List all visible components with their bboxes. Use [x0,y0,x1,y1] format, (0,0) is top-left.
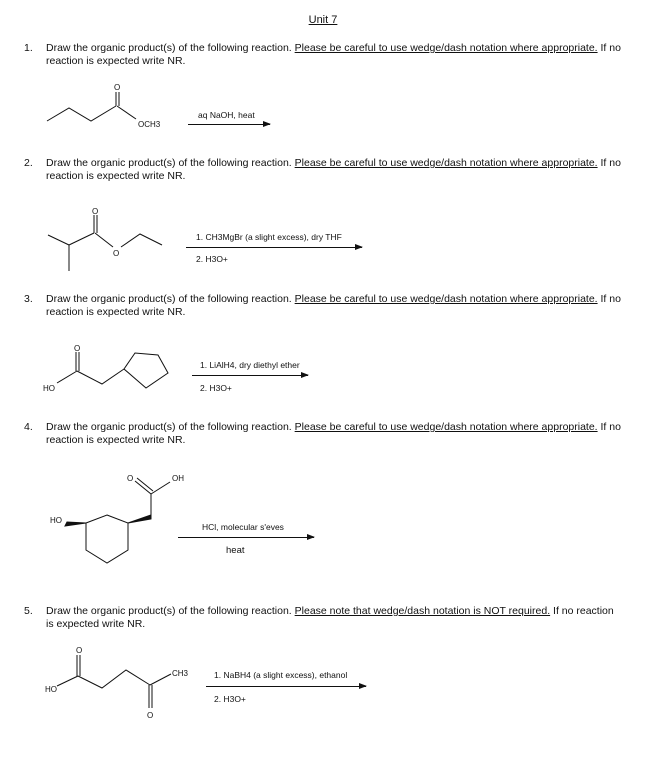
question-2 [24,157,624,183]
atom-label-ho: HO [43,384,55,393]
reaction-arrow [188,124,270,125]
atom-label-ho: HO [50,516,62,525]
reagent-label: 1. CH3MgBr (a slight excess), dry THF [196,232,342,242]
question-note: Please be careful to use wedge/dash notation where appropriate. [294,293,598,305]
reactant-structure-5 [40,640,205,730]
atom-label-o: O [92,207,99,216]
question-tail: If no reaction is expected write NR. [46,42,621,67]
reaction-arrow [192,375,308,376]
question-note: Please be careful to use wedge/dash notation where appropriate. [294,421,598,433]
reactant-structure-3 [40,343,190,403]
question-note: Please be careful to use wedge/dash notation where appropriate. [294,157,598,169]
question-1 [24,42,624,68]
reaction-arrow [178,537,314,538]
atom-label-och3: OCH3 [138,120,161,129]
question-tail: If no reaction is expected write NR. [46,605,614,630]
atom-label-ch3: CH3 [172,669,189,678]
reagent-label: heat [226,545,245,556]
question-note: Please be careful to use wedge/dash notation where appropriate. [294,42,598,54]
question-number: 5. [24,605,33,617]
reactant-structure-4 [40,470,200,580]
atom-label-o: O [147,711,154,720]
question-lead: Draw the organic product(s) of the following reaction. [46,605,292,617]
reaction-arrow [206,686,366,687]
question-number: 4. [24,421,33,433]
atom-label-o: O [127,474,134,483]
question-5 [24,605,624,631]
question-note: Please note that wedge/dash notation is NOT required. [294,605,551,617]
atom-label-oh: OH [172,474,184,483]
reagent-label: 2. H3O+ [200,383,232,393]
reagent-label: 2. H3O+ [214,694,246,704]
reagent-label: 1. NaBH4 (a slight excess), ethanol [214,670,348,680]
atom-label-o: O [114,83,121,92]
question-3 [24,293,624,319]
question-lead: Draw the organic product(s) of the following reaction. [46,421,292,433]
atom-label-o: O [113,249,120,258]
reagent-label: 2. H3O+ [196,254,228,264]
question-4 [24,421,624,447]
atom-label-o: O [74,344,81,353]
reagent-label: 1. LiAlH4, dry diethyl ether [200,360,300,370]
question-tail: If no reaction is expected write NR. [46,293,621,318]
question-number: 3. [24,293,33,305]
atom-label-o: O [76,646,83,655]
question-tail: If no reaction is expected write NR. [46,421,621,446]
page-title: Unit 7 [308,14,338,26]
reagent-label: aq NaOH, heat [198,110,255,120]
question-lead: Draw the organic product(s) of the following reaction. [46,42,292,54]
question-number: 1. [24,42,33,54]
question-lead: Draw the organic product(s) of the following reaction. [46,293,292,305]
atom-label-ho: HO [45,685,57,694]
question-number: 2. [24,157,33,169]
reactant-structure-2 [40,205,180,285]
reagent-label: HCl, molecular s'eves [202,522,284,532]
reactant-structure-1 [40,85,200,145]
reaction-arrow [186,247,362,248]
question-lead: Draw the organic product(s) of the following reaction. [46,157,292,169]
question-tail: If no reaction is expected write NR. [46,157,621,182]
